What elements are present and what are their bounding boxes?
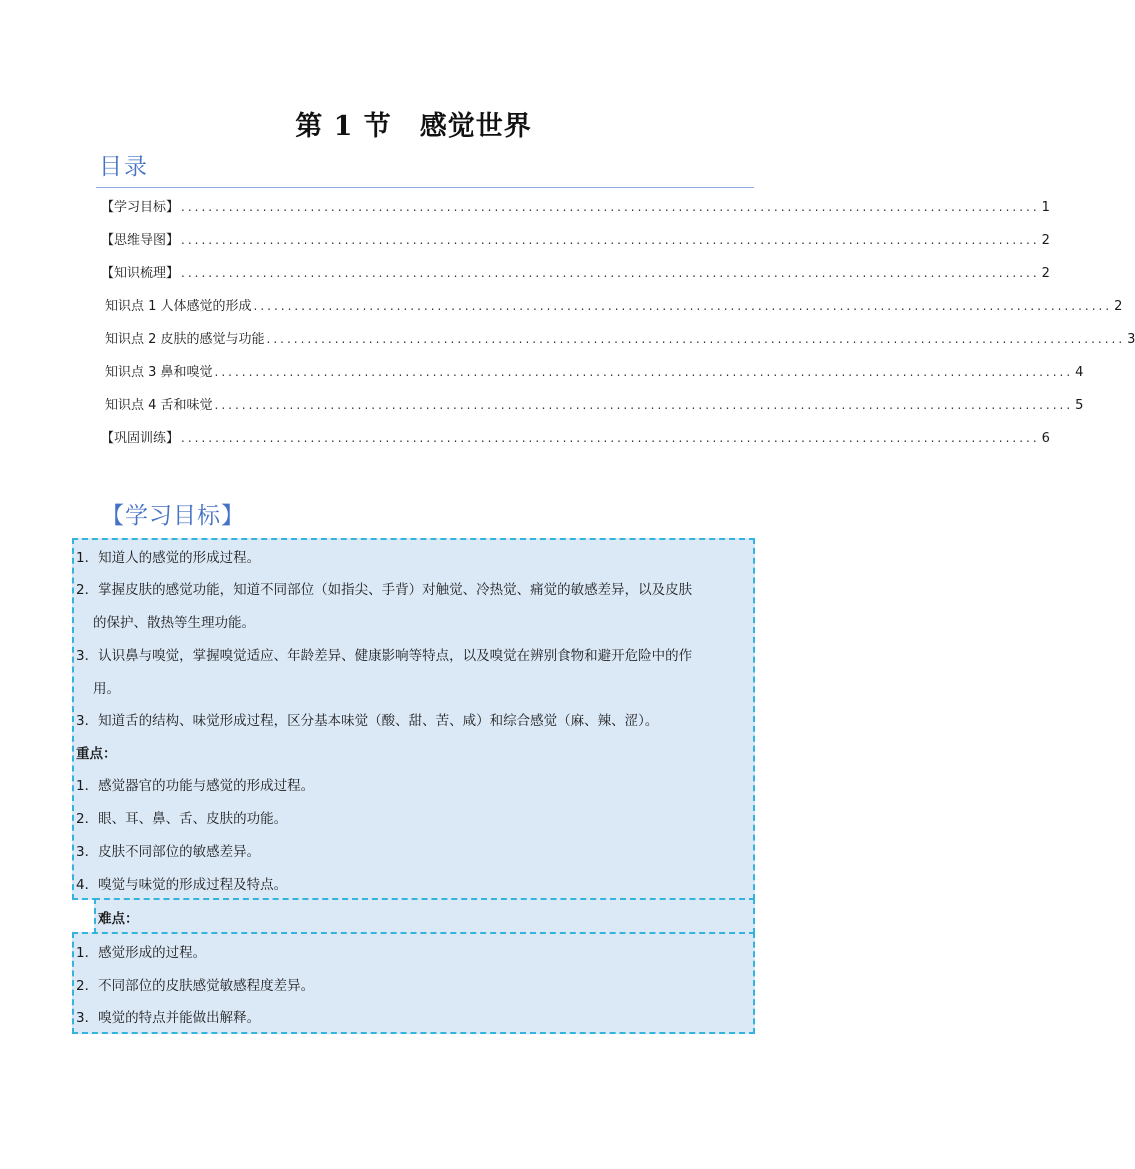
toc-item-label: 知识点 3 鼻和嗅觉 [105,365,213,380]
toc-item-point-2[interactable] [105,328,1135,350]
toc-leader: .............................................................................................................................. [253,299,1113,313]
toc-item-page: 6 [1041,431,1050,446]
key-point-line: 2．眼、耳、鼻、舌、皮肤的功能。 [76,811,288,827]
objective-line: 3．知道舌的结构、味觉形成过程，区分基本味觉（酸、甜、苦、咸）和综合感觉（麻、辣、涩）。 [76,713,659,729]
difficult-point-line: 2．不同部位的皮肤感觉敏感程度差异。 [76,978,315,994]
objective-line: 3．认识鼻与嗅觉，掌握嗅觉适应、年龄差异、健康影响等特点，以及嗅觉在辨别食物和避开危险中的作 [76,648,693,664]
toc-item-label: 知识点 1 人体感觉的形成 [105,299,252,314]
key-point-line: 4．嗅觉与味觉的形成过程及特点。 [76,877,288,893]
toc-item-practice[interactable] [101,427,1050,449]
toc-item-point-1[interactable] [105,295,1123,317]
objective-line: 1．知道人的感觉的形成过程。 [76,550,261,566]
toc-divider [96,187,754,188]
toc-leader: .............................................................................................................................. [214,365,1074,379]
toc-leader: .............................................................................................................................. [181,233,1040,247]
toc-item-page: 4 [1075,365,1084,380]
objectives-heading: 【学习目标】 [101,503,245,529]
toc-leader: .............................................................................................................................. [214,398,1074,412]
toc-item-label: 知识点 4 舌和味觉 [105,398,213,413]
objective-line: 用。 [93,681,120,697]
toc-item-mindmap[interactable] [101,229,1050,251]
toc-item-page: 2 [1114,299,1123,314]
toc-item-objectives[interactable] [101,196,1050,218]
toc-item-page: 1 [1041,200,1050,215]
toc-item-point-4[interactable] [105,394,1084,416]
key-point-line: 1．感觉器官的功能与感觉的形成过程。 [76,778,315,794]
toc-leader: .............................................................................................................................. [181,200,1040,214]
page-title: 第 1 节 感觉世界 [295,111,532,142]
toc-heading: 目录 [99,154,149,180]
toc-item-label: 【巩固训练】 [101,431,180,446]
toc-item-knowledge[interactable] [101,262,1050,284]
toc-item-label: 【学习目标】 [101,200,180,215]
toc-item-page: 5 [1075,398,1084,413]
difficult-point-line: 1．感觉形成的过程。 [76,945,207,961]
key-points-label: 重点： [76,746,117,762]
toc-item-page: 2 [1041,233,1050,248]
toc-item-page: 3 [1127,332,1135,347]
objective-line: 2．掌握皮肤的感觉功能，知道不同部位（如指尖、手背）对触觉、冷热觉、痛觉的敏感差异，以及皮肤 [76,582,693,598]
difficult-label-box [94,898,755,934]
difficult-point-line: 3．嗅觉的特点并能做出解释。 [76,1010,261,1026]
toc-item-label: 知识点 2 皮肤的感觉与功能 [105,332,265,347]
toc-leader: .............................................................................................................................. [181,431,1040,445]
toc-item-point-3[interactable] [105,361,1084,383]
toc-leader: .............................................................................................................................. [181,266,1040,280]
toc-item-label: 【知识梳理】 [101,266,180,281]
key-point-line: 3．皮肤不同部位的敏感差异。 [76,844,261,860]
toc-item-label: 【思维导图】 [101,233,180,248]
difficult-label: 难点： [98,911,139,927]
toc-item-page: 2 [1041,266,1050,281]
toc-leader: .............................................................................................................................. [266,332,1126,346]
objective-line: 的保护、散热等生理功能。 [93,615,255,631]
